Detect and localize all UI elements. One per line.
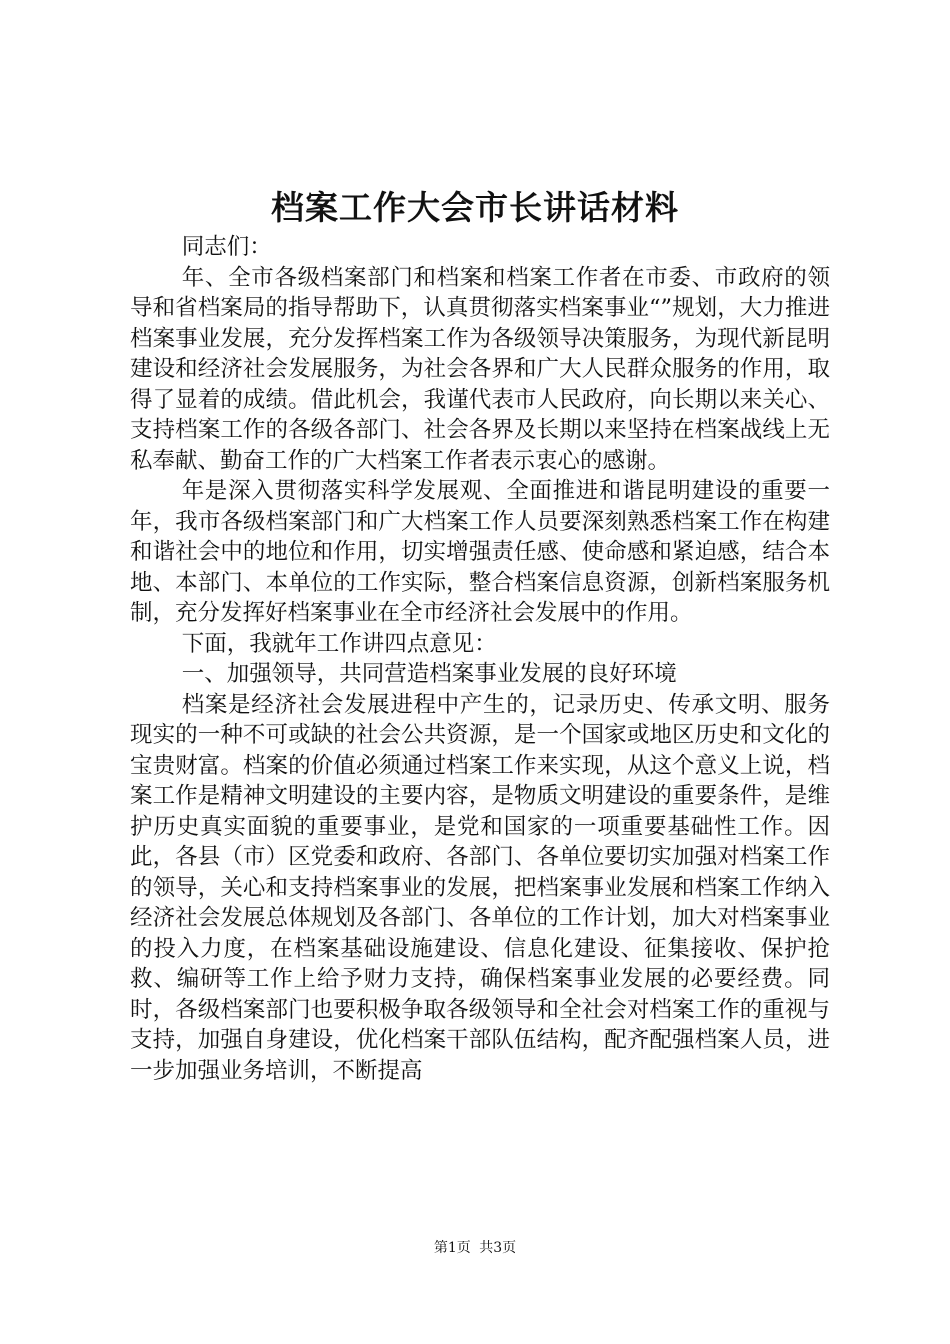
salutation-paragraph: 同志们： <box>181 234 272 260</box>
body-paragraph: 年是深入贯彻落实科学发展观、全面推进和谐昆明建设的重要一年，我市各级档案部门和广大档案工作人员要深刻熟悉档案工作在构建和谐社会中的地位和作用，切实增强责任感、使命感和紧迫感，结合本地、本部门、本单位的工作实际，整合档案信息资源，创新档案服务机制，充分发挥好档案事业在全市经济社会发展中的作用。 <box>130 478 830 626</box>
page-total: 共3页 <box>479 1240 517 1256</box>
section-heading: 一、加强领导，共同营造档案事业发展的良好环境 <box>181 661 677 687</box>
document-body <box>130 232 830 1086</box>
body-paragraph: 下面，我就年工作讲四点意见： <box>181 630 497 657</box>
page-footer <box>0 1238 950 1258</box>
document-title: 档案工作大会市长讲话材料 <box>271 188 679 227</box>
body-paragraph: 年、全市各级档案部门和档案和档案工作者在市委、市政府的领导和省档案局的指导帮助下，认真贯彻落实档案事业“”规划，大力推进档案事业发展，充分发挥档案工作为各级领导决策服务，为现代新昆明建设和经济社会发展服务，为社会各界和广大人民群众服务的作用，取得了显着的成绩。借此机会，我谨代表市人民政府，向长期以来关心、支持档案工作的各级各部门、社会各界及长期以来坚持在档案战线上无私奉献、勤奋工作的广大档案工作者表示衷心的感谢。 <box>130 264 830 474</box>
page-number: 第1页 <box>433 1240 471 1256</box>
body-paragraph: 档案是经济社会发展进程中产生的，记录历史、传承文明、服务现实的一种不可或缺的社会公共资源，是一个国家或地区历史和文化的宝贵财富。档案的价值必须通过档案工作来实现，从这个意义上说，档案工作是精神文明建设的主要内容，是物质文明建设的重要条件，是维护历史真实面貌的重要事业，是党和国家的一项重要基础性工作。因此，各县（市）区党委和政府、各部门、各单位要切实加强对档案工作的领导，关心和支持档案事业的发展，把档案事业发展和档案工作纳入经济社会发展总体规划及各部门、各单位的工作计划，加大对档案事业的投入力度，在档案基础设施建设、信息化建设、征集接收、保护抢救、编研等工作上给予财力支持，确保档案事业发展的必要经费。同时，各级档案部门也要积极争取各级领导和全社会对档案工作的重视与支持，加强自身建设，优化档案干部队伍结构，配齐配强档案人员，进一步加强业务培训，不断提高 <box>130 691 830 1084</box>
